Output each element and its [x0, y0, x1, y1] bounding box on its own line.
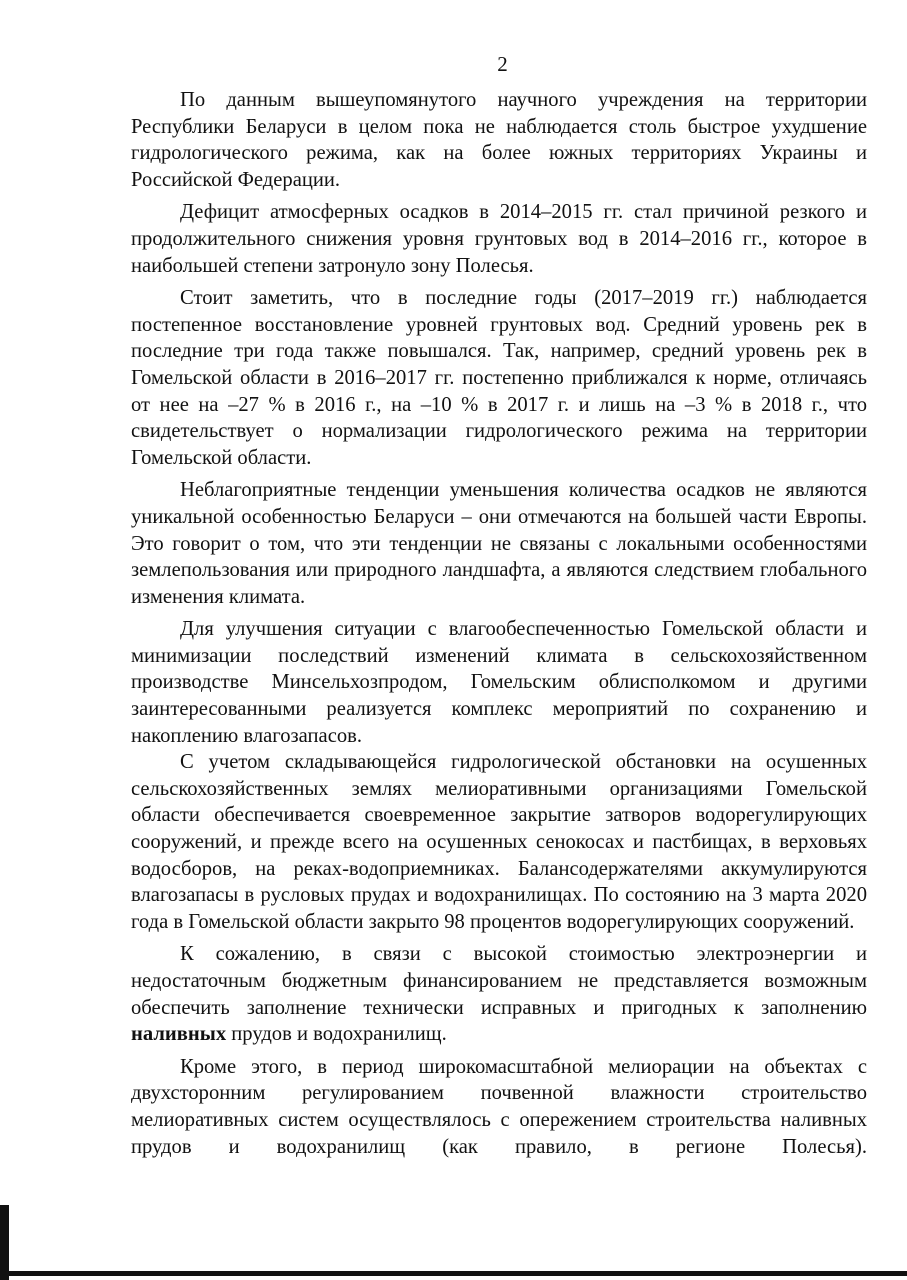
paragraph: Для улучшения ситуации с влагообеспеченностью Гомельской области и минимизации последствий изменений климата в сельскохозяйственном производстве Минсельхозпродом, Гомельским облисполкомом и другими заинтересованными реализуется комплекс мероприятий по сохранению и накоплению влагозапасов.	[131, 618, 867, 747]
paragraph: Неблагоприятные тенденции уменьшения количества осадков не являются уникальной особенностью Беларуси – они отмечаются на большей части Европы. Это говорит о том, что эти тенденции не связаны с локальными особенностями землепользования или природного ландшафта, а являются следствием глобального изменения климата.	[131, 479, 867, 608]
scan-edge-left	[0, 1205, 9, 1280]
paragraph: Стоит заметить, что в последние годы (2017–2019 гг.) наблюдается постепенное восстановление уровней грунтовых вод. Средний уровень рек в последние три года также повышался. Так, например, средний уровень рек в Гомельской области в 2016–2017 гг. постепенно приближался к норме, отличаясь от нее на –27 % в 2016 г., на –10 % в 2017 г. и лишь на –3 % в 2018 г., что свидетельствует о нормализации гидрологического режима на территории Гомельской области.	[131, 287, 867, 469]
paragraph	[131, 941, 867, 1047]
paragraph-text: прудов и водохранилищ.	[226, 1023, 447, 1046]
paragraph: Дефицит атмосферных осадков в 2014–2015 гг. стал причиной резкого и продолжительного снижения уровня грунтовых вод в 2014–2016 гг., которое в наибольшей степени затронуло зону Полесья.	[131, 201, 867, 277]
scan-edge-bottom	[0, 1271, 907, 1276]
bold-word: наливных	[131, 1023, 227, 1046]
paragraph-text: К сожалению, в связи с высокой стоимостью электроэнергии и недостаточным бюджетным финансированием не представляется возможным обеспечить заполнение технически исправных и пригодных к заполнению	[131, 943, 867, 1019]
document-body	[131, 87, 867, 1166]
paragraph: Кроме этого, в период широкомасштабной мелиорации на объектах с двухсторонним регулированием почвенной влажности строительство мелиоративных систем осуществлялось с опережением строительства наливных прудов и водохранилищ (как правило, в регионе Полесья).	[131, 1055, 867, 1158]
page-number: 2	[497, 52, 508, 76]
paragraph: С учетом складывающейся гидрологической обстановки на осушенных сельскохозяйственных землях мелиоративными организациями Гомельской области обеспечивается своевременное закрытие затворов водорегулирующих сооружений, и прежде всего на осушенных сенокосах и пастбищах, в верховьях водосборов, на реках-водоприемниках. Балансодержателями аккумулируются влагозапасы в русловых прудах и водохранилищах. По состоянию на 3 марта 2020 года в Гомельской области закрыто 98 процентов водорегулирующих сооружений.	[131, 751, 867, 933]
paragraph: По данным вышеупомянутого научного учреждения на территории Республики Беларуси в целом пока не наблюдается столь быстрое ухудшение гидрологического режима, как на более южных территориях Украины и Российской Федерации.	[131, 89, 867, 191]
